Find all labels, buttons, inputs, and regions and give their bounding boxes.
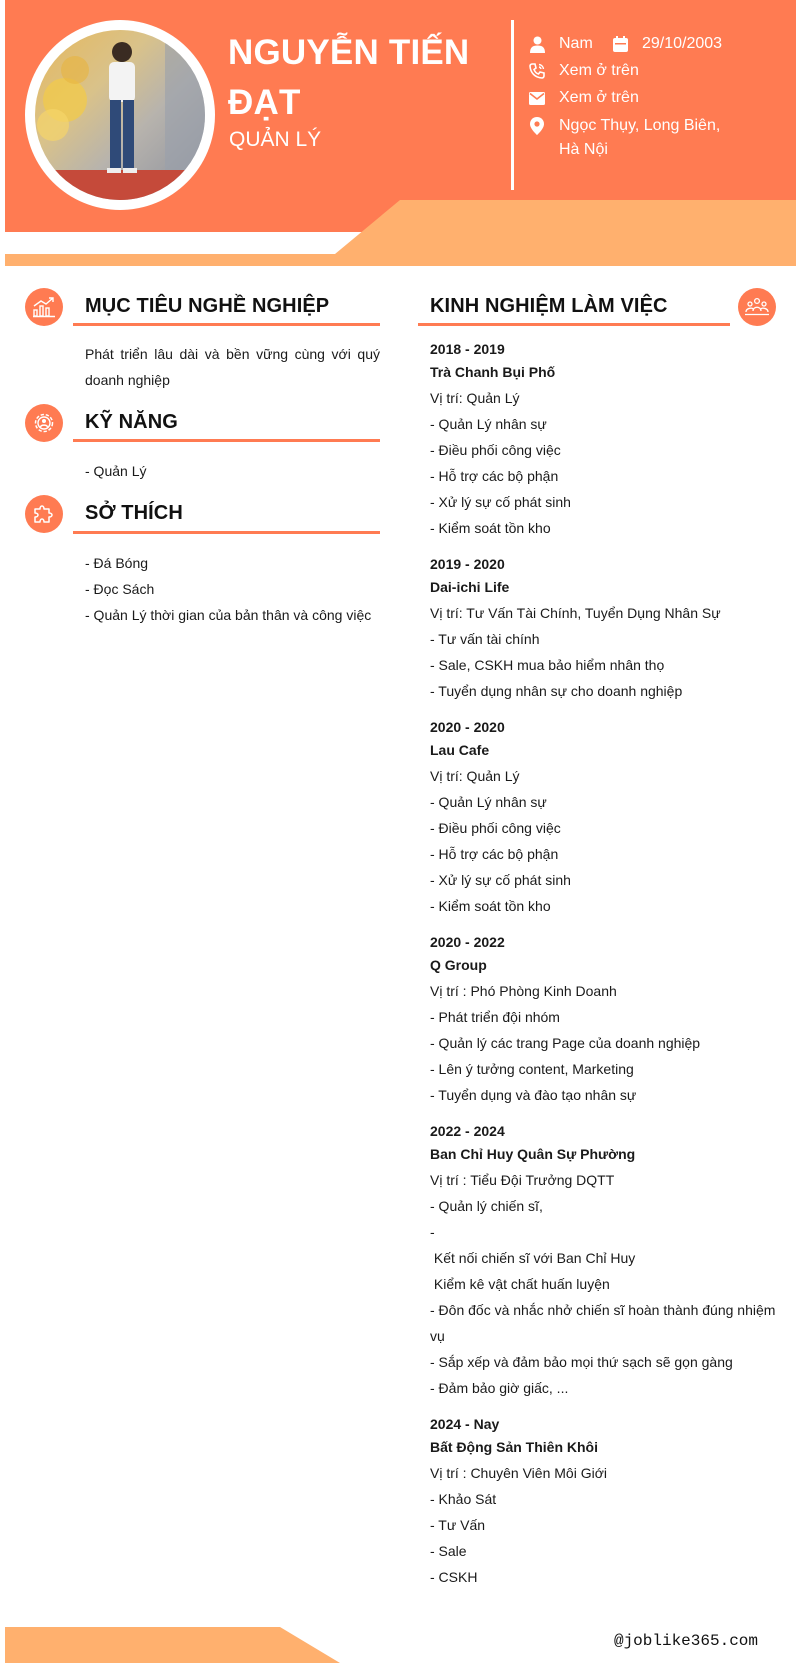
objective-underline xyxy=(73,323,380,326)
contact-email: Xem ở trên xyxy=(528,86,639,110)
job-line: Vị trí: Tư Vấn Tài Chính, Tuyển Dụng Nhân Sự xyxy=(430,605,721,621)
objective-title: MỤC TIÊU NGHỀ NGHIỆP xyxy=(85,295,330,317)
footer-decoration xyxy=(5,1627,345,1663)
job-entry xyxy=(430,338,790,541)
job-company: Q Group xyxy=(430,957,487,973)
job-years: 2018 - 2019 xyxy=(430,341,505,357)
job-line: - Kiểm soát tồn kho xyxy=(430,520,551,536)
job-line: - Tuyển dụng nhân sự cho doanh nghiệp xyxy=(430,683,683,699)
experience-title: KINH NGHIỆM LÀM VIỆC xyxy=(430,295,668,317)
experience-list xyxy=(430,338,790,1602)
job-line: Vị trí: Quản Lý xyxy=(430,390,520,406)
job-entry xyxy=(430,1120,790,1401)
user-icon xyxy=(528,32,546,56)
job-line: - Đôn đốc và nhắc nhở chiến sĩ hoàn thành đúng nhiệm vụ xyxy=(430,1302,780,1344)
job-entry xyxy=(430,553,790,704)
candidate-position: QUẢN LÝ xyxy=(229,128,322,151)
job-line: - Quản lý chiến sĩ, xyxy=(430,1198,543,1214)
job-line: - Tuyển dụng và đào tạo nhân sự xyxy=(430,1087,637,1103)
avatar xyxy=(35,30,205,200)
email-icon xyxy=(528,86,546,110)
job-line: Kết nối chiến sĩ với Ban Chỉ Huy xyxy=(430,1250,636,1266)
candidate-name: NGUYỄN TIẾN ĐẠT xyxy=(228,33,470,122)
calendar-icon xyxy=(611,32,629,56)
job-years: 2024 - Nay xyxy=(430,1416,500,1432)
job-years: 2020 - 2020 xyxy=(430,719,505,735)
job-company: Dai-ichi Life xyxy=(430,579,510,595)
puzzle-icon xyxy=(25,495,63,533)
job-line: - Kiểm soát tồn kho xyxy=(430,898,551,914)
job-company: Bất Động Sản Thiên Khôi xyxy=(430,1439,598,1455)
hobby-item: - Quản Lý thời gian của bản thân và công việc xyxy=(85,607,372,623)
chart-growth-icon xyxy=(25,288,63,326)
cv-page xyxy=(5,0,796,1663)
job-line: - Sale, CSKH mua bảo hiểm nhân thọ xyxy=(430,657,665,673)
footer-watermark: @joblike365.com xyxy=(613,1632,758,1650)
contact-gender: Nam xyxy=(528,32,593,56)
job-line: - Quản lý các trang Page của doanh nghiệp xyxy=(430,1035,701,1051)
job-line: - Lên ý tưởng content, Marketing xyxy=(430,1061,634,1077)
job-line: - Phát triển đội nhóm xyxy=(430,1009,560,1025)
job-line: - Hỗ trợ các bộ phận xyxy=(430,468,559,484)
contact-birthdate: 29/10/2003 xyxy=(611,32,722,56)
job-entry xyxy=(430,716,790,919)
job-line: - Quản Lý nhân sự xyxy=(430,416,547,432)
job-company: Ban Chỉ Huy Quân Sự Phường xyxy=(430,1146,636,1162)
job-line: Kiểm kê vật chất huấn luyện xyxy=(430,1276,610,1292)
header-divider xyxy=(511,20,514,190)
job-line: - Điều phối công việc xyxy=(430,442,561,458)
job-line: - Hỗ trợ các bộ phận xyxy=(430,846,559,862)
job-company: Trà Chanh Bụi Phố xyxy=(430,364,556,380)
objective-text: Phát triển lâu dài và bền vững cùng với quý doanh nghiệp xyxy=(85,346,380,388)
job-line: - CSKH xyxy=(430,1569,478,1585)
job-line: - Khảo Sát xyxy=(430,1491,497,1507)
job-line: - Sale xyxy=(430,1543,467,1559)
job-line: Vị trí : Chuyên Viên Môi Giới xyxy=(430,1465,607,1481)
job-line: - Xử lý sự cố phát sinh xyxy=(430,494,571,510)
job-years: 2020 - 2022 xyxy=(430,934,505,950)
job-years: 2019 - 2020 xyxy=(430,556,505,572)
experience-underline xyxy=(418,323,730,326)
contact-address: Ngọc Thụy, Long Biên, Hà Nội xyxy=(528,114,738,162)
job-line: - xyxy=(430,1224,435,1240)
job-line: - Sắp xếp và đảm bảo mọi thứ sạch sẽ gọn gàng xyxy=(430,1354,733,1370)
job-years: 2022 - 2024 xyxy=(430,1123,505,1139)
hobby-item: - Đá Bóng xyxy=(85,555,149,571)
job-entry xyxy=(430,931,790,1108)
hobbies-title: SỞ THÍCH xyxy=(85,502,183,524)
job-company: Lau Cafe xyxy=(430,742,490,758)
job-line: Vị trí: Quản Lý xyxy=(430,768,520,784)
job-line: - Quản Lý nhân sự xyxy=(430,794,547,810)
gear-icon xyxy=(25,404,63,442)
job-line: Vị trí : Phó Phòng Kinh Doanh xyxy=(430,983,617,999)
phone-icon xyxy=(528,59,546,83)
hobbies-underline xyxy=(73,531,380,534)
team-icon xyxy=(738,288,776,326)
hobby-item: - Đọc Sách xyxy=(85,581,155,597)
job-line: - Tư Vấn xyxy=(430,1517,486,1533)
location-pin-icon xyxy=(528,114,546,138)
skills-title: KỸ NĂNG xyxy=(85,411,178,433)
skill-item: - Quản Lý xyxy=(85,463,147,479)
job-line: - Xử lý sự cố phát sinh xyxy=(430,872,571,888)
job-line: - Đảm bảo giờ giấc, ... xyxy=(430,1380,569,1396)
job-line: Vị trí : Tiểu Đội Trưởng DQTT xyxy=(430,1172,615,1188)
job-line: - Tư vấn tài chính xyxy=(430,631,540,647)
job-entry xyxy=(430,1413,790,1590)
job-line: - Điều phối công việc xyxy=(430,820,561,836)
contact-phone: Xem ở trên xyxy=(528,59,639,83)
skills-underline xyxy=(73,439,380,442)
